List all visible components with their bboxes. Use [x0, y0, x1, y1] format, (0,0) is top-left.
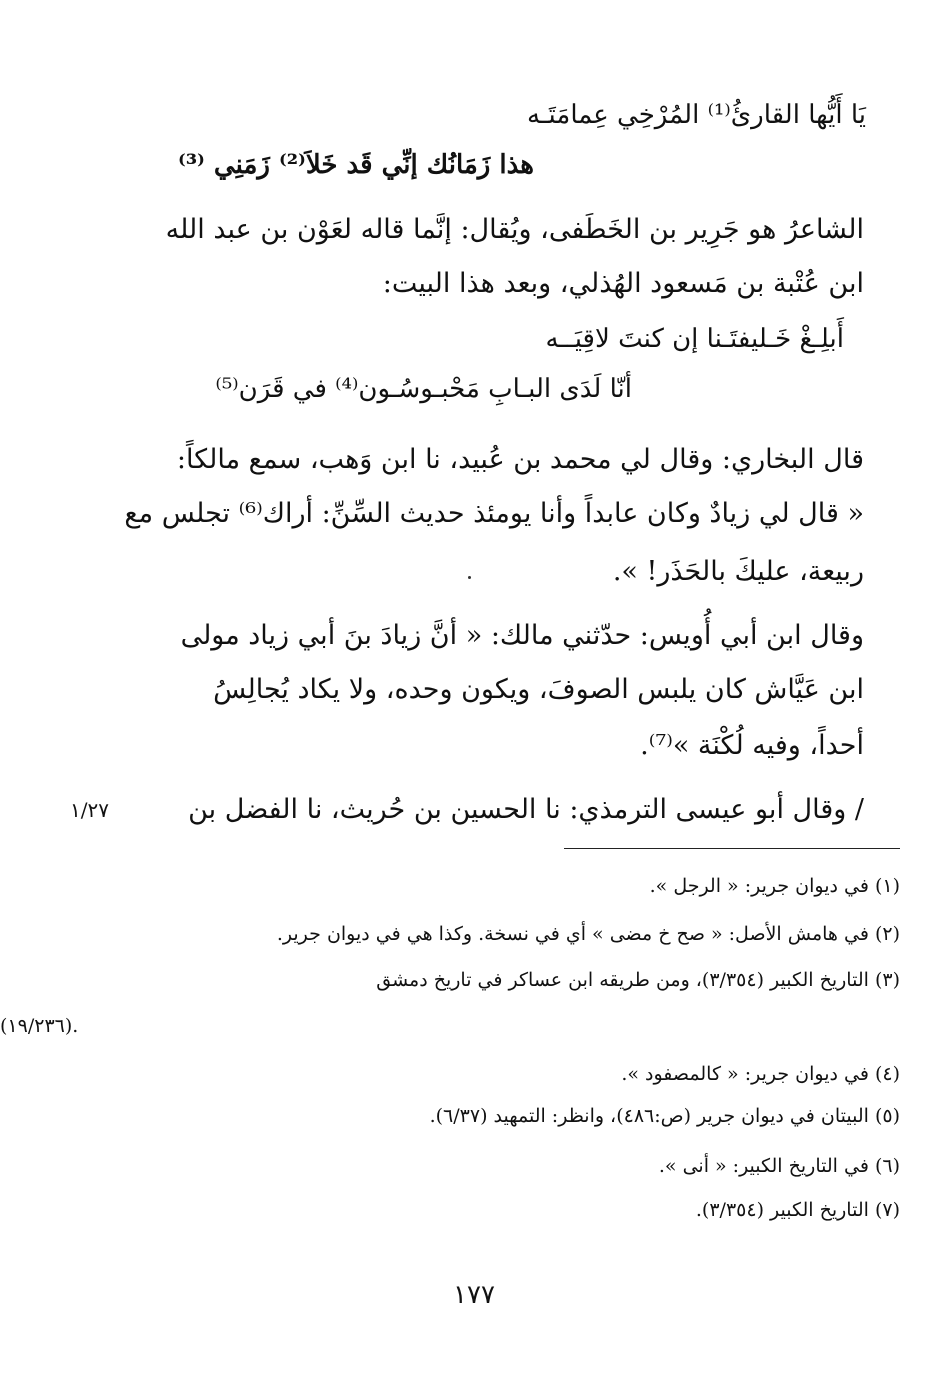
verse-1-line-2: هذا زَمَانُك إنِّي قَد خَلاَ⁽²⁾ زَمَنِي ⁽³⁾	[177, 150, 534, 180]
margin-volume-reference: ١/٢٧	[70, 798, 109, 822]
paragraph-3-line-1: وقال ابن أبي أُويس: حدّثني مالك: « أنَّ زيادَ بنَ أبي زياد مولى	[180, 620, 864, 651]
paragraph-1-line-2: ابن عُتْبة بن مَسعود الهُذلي، وبعد هذا البيت:	[382, 268, 864, 299]
footnote-7: (٧) التاريخ الكبير (٣/٣٥٤).	[695, 1199, 900, 1221]
stray-dot	[468, 576, 471, 579]
verse-1-line-1: يَا أَيُّها القارئُ⁽¹⁾ المُرْخِي عِمامَتَـه	[527, 100, 866, 130]
paragraph-3-line-2: ابن عَيَّاش كان يلبس الصوفَ، ويكون وحده، ولا يكاد يُجالِسُ	[213, 674, 864, 705]
footnote-3-continued: (١٩/٢٣٦).	[0, 1015, 79, 1037]
paragraph-2-line-3: ربيعة، عليكَ بالحَذَر! ».	[612, 556, 864, 587]
footnote-6: (٦) في التاريخ الكبير: « أنى ».	[658, 1155, 900, 1177]
footnote-2: (٢) في هامش الأصل: « صح خ مضى » أي في نسخة. وكذا هي في ديوان جرير.	[276, 923, 900, 945]
footnote-4: (٤) في ديوان جرير: « كالمصفود ».	[621, 1063, 900, 1085]
footnote-1: (١) في ديوان جرير: « الرجل ».	[649, 875, 900, 897]
paragraph-4-line-1: / وقال أبو عيسى الترمذي: نا الحسين بن حُريث، نا الفضل بن	[188, 794, 864, 825]
footnote-3: (٣) التاريخ الكبير (٣/٣٥٤)، ومن طريقه ابن عساكر في تاريخ دمشق	[376, 969, 900, 991]
paragraph-3-line-3: أحداً، وفيه لُكْنَة »⁽⁷⁾.	[640, 730, 864, 761]
verse-2-line-2: أنّا لَدَى البـابِ مَحْبـوسُـون⁽⁴⁾ في قَرَن⁽⁵⁾	[215, 374, 632, 404]
footnote-5: (٥) البيتان في ديوان جرير (ص:٤٨٦)، وانظر: التمهيد (٦/٣٧).	[429, 1105, 900, 1127]
footnote-separator	[564, 848, 900, 849]
verse-2-line-1: أَبلِـغْ خَـليفتَـنا إن كنتَ لاقِيَــه	[545, 324, 844, 354]
paragraph-1-line-1: الشاعرُ هو جَرِير بن الخَطَفى، ويُقال: إنَّما قاله لعَوْن بن عبد الله	[165, 214, 864, 245]
page-number: ١٧٧	[453, 1280, 495, 1310]
paragraph-2-line-1: قال البخاري: وقال لي محمد بن عُبيد، نا ابن وَهب، سمع مالكاً:	[176, 444, 864, 475]
paragraph-2-line-2: « قال لي زيادٌ وكان عابداً وأنا يومئذ حديث السِّنِّ: أراك⁽⁶⁾ تجلس مع	[124, 498, 864, 529]
